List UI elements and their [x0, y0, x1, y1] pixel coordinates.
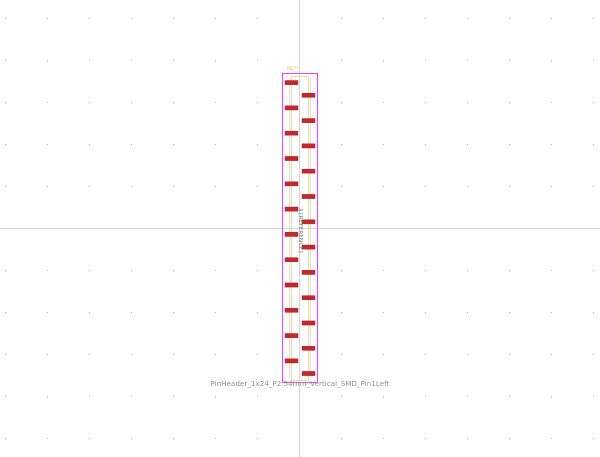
grid-dot: [89, 18, 90, 19]
grid-dot: [173, 102, 174, 103]
grid-dot: [257, 354, 258, 355]
grid-dot: [425, 354, 426, 355]
grid-dot: [341, 102, 342, 103]
pad-15[interactable]: [285, 258, 298, 262]
grid-dot: [593, 438, 594, 439]
grid-dot: [47, 186, 48, 187]
pad-9[interactable]: [285, 182, 298, 186]
grid-dot: [467, 438, 468, 439]
reference-designator[interactable]: ${REFERENCE}: [297, 208, 303, 254]
grid-dot: [383, 354, 384, 355]
grid-dot: [467, 354, 468, 355]
grid-dot: [593, 354, 594, 355]
grid-dot: [215, 438, 216, 439]
grid-dot: [47, 312, 48, 313]
grid-dot: [509, 270, 510, 271]
grid-dot: [425, 60, 426, 61]
grid-dot: [467, 102, 468, 103]
grid-dot: [89, 60, 90, 61]
grid-dot: [257, 144, 258, 145]
grid-dot: [173, 396, 174, 397]
grid-dot: [173, 144, 174, 145]
pad-1[interactable]: [285, 81, 298, 85]
grid-dot: [89, 186, 90, 187]
grid-dot: [341, 18, 342, 19]
grid-dot: [173, 270, 174, 271]
grid-dot: [341, 144, 342, 145]
grid-dot: [131, 102, 132, 103]
grid-dot: [5, 354, 6, 355]
grid-dot: [47, 354, 48, 355]
grid-dot: [593, 60, 594, 61]
grid-dot: [215, 60, 216, 61]
grid-dot: [551, 438, 552, 439]
grid-dot: [215, 186, 216, 187]
grid-dot: [551, 18, 552, 19]
grid-dot: [551, 60, 552, 61]
pad-23[interactable]: [285, 359, 298, 363]
pad-7[interactable]: [285, 156, 298, 160]
grid-dot: [47, 18, 48, 19]
pad-5[interactable]: [285, 131, 298, 135]
grid-dot: [131, 312, 132, 313]
grid-dot: [551, 144, 552, 145]
grid-dot: [341, 396, 342, 397]
grid-dot: [509, 396, 510, 397]
grid-dot: [5, 396, 6, 397]
pad-8[interactable]: [302, 169, 315, 173]
pad-3[interactable]: [285, 106, 298, 110]
grid-dot: [131, 18, 132, 19]
grid-dot: [383, 396, 384, 397]
grid-dot: [5, 18, 6, 19]
grid-dot: [173, 354, 174, 355]
grid-dot: [257, 270, 258, 271]
grid-dot: [467, 312, 468, 313]
grid-dot: [257, 18, 258, 19]
pad-14[interactable]: [302, 245, 315, 249]
grid-dot: [425, 186, 426, 187]
grid-dot: [215, 18, 216, 19]
grid-dot: [383, 102, 384, 103]
grid-dot: [593, 396, 594, 397]
grid-dot: [215, 312, 216, 313]
grid-dot: [551, 270, 552, 271]
grid-dot: [131, 354, 132, 355]
grid-dot: [47, 438, 48, 439]
grid-dot: [173, 186, 174, 187]
grid-dot: [131, 186, 132, 187]
grid-dot: [215, 102, 216, 103]
pad-22[interactable]: [302, 346, 315, 350]
grid-dot: [509, 354, 510, 355]
grid-dot: [467, 186, 468, 187]
grid-dot: [425, 270, 426, 271]
grid-dot: [509, 312, 510, 313]
grid-dot: [173, 18, 174, 19]
grid-dot: [341, 438, 342, 439]
pad-16[interactable]: [302, 270, 315, 274]
grid-dot: [89, 396, 90, 397]
grid-dot: [89, 354, 90, 355]
pad-2[interactable]: [302, 93, 315, 97]
grid-dot: [341, 60, 342, 61]
grid-dot: [593, 18, 594, 19]
grid-dot: [341, 312, 342, 313]
grid-dot: [5, 270, 6, 271]
grid-dot: [257, 312, 258, 313]
grid-dot: [257, 60, 258, 61]
grid-dot: [5, 144, 6, 145]
grid-dot: [341, 270, 342, 271]
grid-dot: [425, 396, 426, 397]
pad-10[interactable]: [302, 194, 315, 198]
grid-dot: [593, 144, 594, 145]
grid-dot: [383, 60, 384, 61]
grid-dot: [131, 438, 132, 439]
grid-dot: [47, 270, 48, 271]
grid-dot: [593, 270, 594, 271]
pad-17[interactable]: [285, 283, 298, 287]
pad-4[interactable]: [302, 119, 315, 123]
grid-dot: [89, 312, 90, 313]
pad-12[interactable]: [302, 220, 315, 224]
grid-dot: [257, 102, 258, 103]
grid-dot: [131, 60, 132, 61]
grid-dot: [383, 144, 384, 145]
grid-dot: [257, 438, 258, 439]
grid-dot: [425, 18, 426, 19]
grid-dot: [131, 270, 132, 271]
grid-dot: [467, 18, 468, 19]
grid-dot: [509, 18, 510, 19]
grid-dot: [425, 312, 426, 313]
pad-24[interactable]: [302, 371, 315, 375]
pad-21[interactable]: [285, 334, 298, 338]
grid-dot: [47, 102, 48, 103]
pad-18[interactable]: [302, 296, 315, 300]
grid-dot: [425, 438, 426, 439]
grid-dot: [593, 186, 594, 187]
grid-dot: [173, 312, 174, 313]
grid-dot: [467, 396, 468, 397]
pad-19[interactable]: [285, 308, 298, 312]
grid-dot: [47, 60, 48, 61]
grid-dot: [467, 60, 468, 61]
grid-dot: [551, 186, 552, 187]
grid-dot: [341, 354, 342, 355]
grid-dot: [89, 270, 90, 271]
grid-dot: [173, 438, 174, 439]
grid-dot: [383, 270, 384, 271]
grid-dot: [425, 144, 426, 145]
grid-dot: [551, 102, 552, 103]
grid-dot: [509, 102, 510, 103]
pad-6[interactable]: [302, 144, 315, 148]
grid-dot: [383, 312, 384, 313]
grid-dot: [215, 396, 216, 397]
grid-dot: [47, 396, 48, 397]
grid-dot: [551, 396, 552, 397]
grid-dot: [173, 60, 174, 61]
grid-dot: [509, 60, 510, 61]
grid-dot: [5, 102, 6, 103]
grid-dot: [509, 438, 510, 439]
grid-dot: [425, 102, 426, 103]
grid-dot: [5, 60, 6, 61]
grid-dot: [215, 144, 216, 145]
grid-dot: [509, 144, 510, 145]
grid-dot: [467, 144, 468, 145]
grid-dot: [215, 270, 216, 271]
grid-dot: [509, 186, 510, 187]
footprint-name-label[interactable]: PinHeader_1x24_P2.54mm_Vertical_SMD_Pin1Left: [210, 380, 390, 388]
grid-dot: [5, 312, 6, 313]
grid-dot: [89, 102, 90, 103]
grid-dot: [551, 354, 552, 355]
grid-dot: [89, 144, 90, 145]
grid-dot: [341, 186, 342, 187]
grid-dot: [5, 438, 6, 439]
grid-dot: [593, 312, 594, 313]
grid-dot: [467, 270, 468, 271]
grid-dot: [257, 396, 258, 397]
grid-dot: [131, 396, 132, 397]
grid-dot: [257, 186, 258, 187]
grid-dot: [383, 186, 384, 187]
grid-dot: [593, 102, 594, 103]
grid-dot: [551, 312, 552, 313]
pad-20[interactable]: [302, 321, 315, 325]
grid-dot: [383, 438, 384, 439]
grid-dot: [383, 18, 384, 19]
fab-reference-text: REF**: [287, 66, 299, 71]
grid-dot: [215, 354, 216, 355]
grid-dot: [89, 438, 90, 439]
grid-dot: [47, 144, 48, 145]
grid-dot: [131, 144, 132, 145]
grid-dot: [5, 186, 6, 187]
